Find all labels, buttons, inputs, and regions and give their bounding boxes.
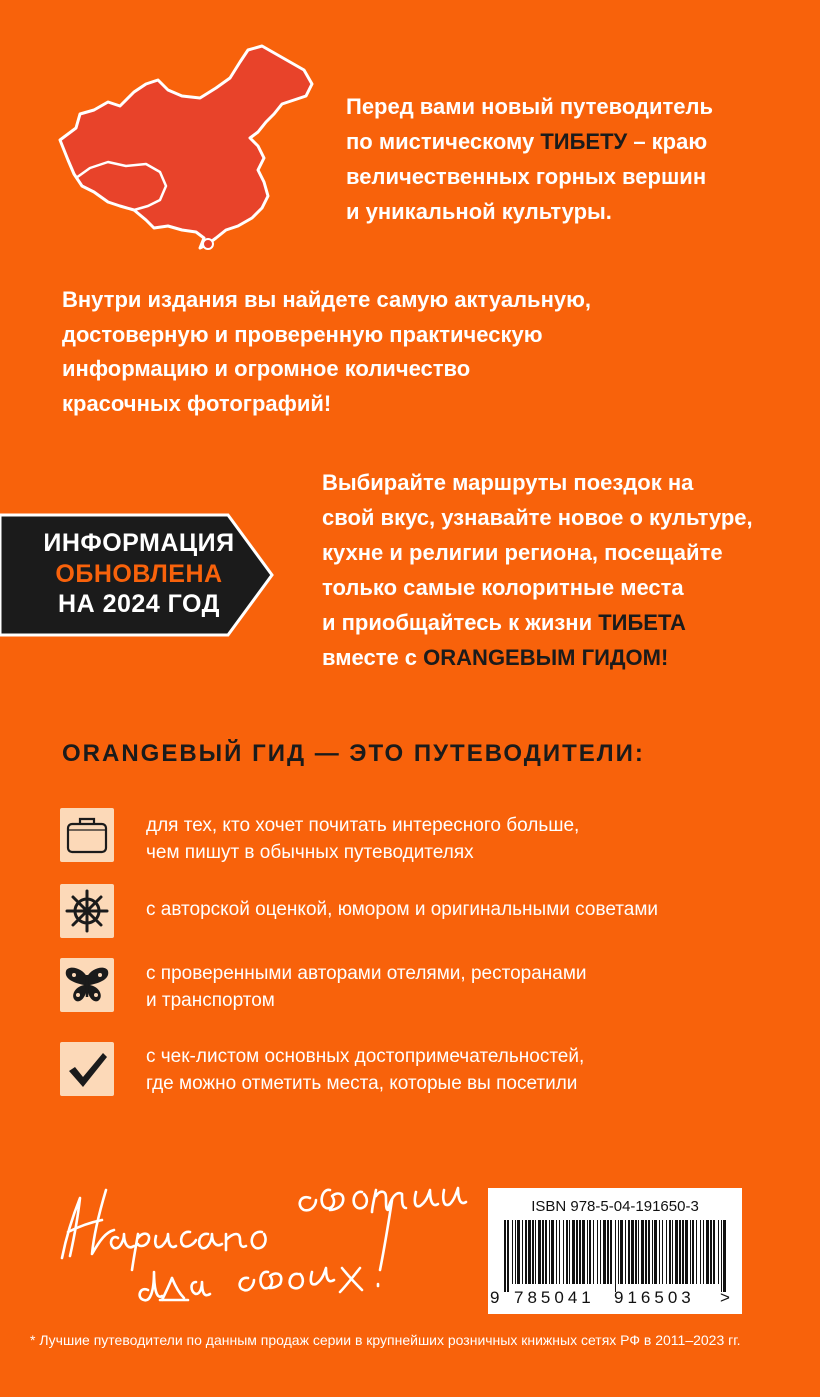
footnote: * Лучшие путеводители по данным продаж серии в крупнейших розничных книжных сетях РФ в 2011–2023 гг. bbox=[30, 1332, 741, 1348]
barcode-bar bbox=[549, 1220, 550, 1284]
barcode-bar bbox=[556, 1220, 557, 1284]
barcode-bar bbox=[507, 1220, 509, 1292]
intro-line: и уникальной культуры. bbox=[346, 199, 612, 224]
intro-paragraph bbox=[346, 89, 796, 229]
barcode-bar bbox=[672, 1220, 673, 1284]
barcode-bar bbox=[648, 1220, 650, 1284]
feature-text bbox=[146, 960, 786, 1014]
inside-line: Внутри издания вы найдете самую актуальную, bbox=[62, 287, 591, 312]
inside-line: достоверную и проверенную практическую bbox=[62, 321, 543, 347]
feature-item bbox=[60, 958, 114, 1012]
section-title: ORANGEВЫЙ ГИД — ЭТО ПУТЕВОДИТЕЛИ: bbox=[62, 740, 645, 767]
barcode-bar bbox=[607, 1220, 609, 1284]
barcode-bar bbox=[566, 1220, 568, 1284]
barcode-bar bbox=[618, 1220, 619, 1284]
barcode-bar bbox=[600, 1220, 601, 1284]
inside-line: красочных фотографий! bbox=[62, 390, 332, 416]
barcode-bar bbox=[641, 1220, 644, 1284]
feature-line: с проверенными авторами отелями, ресторанами bbox=[146, 963, 587, 984]
intro-line: Перед вами новый путеводитель bbox=[346, 94, 714, 119]
barcode-bar bbox=[628, 1220, 630, 1284]
barcode-bar bbox=[682, 1220, 684, 1284]
barcode-bar bbox=[542, 1220, 544, 1284]
barcode-bar bbox=[654, 1220, 657, 1284]
isbn-text: ISBN 978-5-04-191650-3 bbox=[531, 1198, 699, 1215]
banner-line: НА 2024 ГОД bbox=[58, 590, 220, 618]
barcode-bar bbox=[597, 1220, 598, 1284]
barcode-bar bbox=[652, 1220, 653, 1284]
barcode-bar bbox=[532, 1220, 534, 1284]
isbn-group1: 785041 bbox=[514, 1288, 595, 1307]
barcode-bar bbox=[721, 1220, 722, 1292]
barcode-bar bbox=[700, 1220, 701, 1284]
orange-guide-highlight: ORANGEВЫМ ГИДОМ! bbox=[423, 645, 669, 670]
barcode-bar bbox=[723, 1220, 726, 1292]
feature-item bbox=[60, 884, 114, 938]
feature-line: и транспортом bbox=[146, 990, 275, 1011]
feature-text bbox=[146, 1043, 786, 1097]
barcode-bar bbox=[593, 1220, 594, 1284]
barcode-bar bbox=[525, 1220, 527, 1284]
barcode-bar bbox=[675, 1220, 678, 1284]
barcode-bar bbox=[504, 1220, 506, 1292]
barcode-bar bbox=[662, 1220, 663, 1284]
feature-line: чем пишут в обычных путеводителях bbox=[146, 842, 474, 863]
intro-line: по мистическому ТИБЕТУ – краю bbox=[346, 129, 708, 154]
routes-line: Выбирайте маршруты поездок на bbox=[322, 470, 694, 495]
routes-paragraph bbox=[322, 465, 802, 675]
isbn-arrow: > bbox=[720, 1288, 730, 1307]
barcode-bar bbox=[696, 1220, 697, 1284]
routes-line: вместе с ORANGEВЫМ ГИДОМ! bbox=[322, 645, 669, 670]
feature-line: с авторской оценкой, юмором и оригинальными советами bbox=[146, 899, 658, 920]
barcode-bar bbox=[692, 1220, 694, 1284]
china-map-icon bbox=[50, 40, 318, 255]
barcode-bar bbox=[517, 1220, 520, 1284]
feature-item bbox=[60, 1042, 114, 1096]
barcode-bar bbox=[603, 1220, 606, 1284]
ship-wheel-icon bbox=[60, 884, 114, 938]
barcode-bar bbox=[569, 1220, 570, 1284]
routes-line: свой вкус, узнавайте новое о культуре, bbox=[322, 505, 753, 530]
tibet-highlight: ТИБЕТУ bbox=[540, 129, 628, 154]
barcode-box bbox=[488, 1188, 742, 1314]
barcode-bar bbox=[535, 1220, 536, 1284]
barcode-bar bbox=[631, 1220, 634, 1284]
handwritten-signature bbox=[40, 1160, 470, 1310]
barcode-bar bbox=[579, 1220, 581, 1284]
barcode-bar bbox=[669, 1220, 671, 1284]
barcode-bar bbox=[563, 1220, 564, 1284]
barcode-bar bbox=[528, 1220, 531, 1284]
barcode-bar bbox=[718, 1220, 719, 1284]
barcode-bar bbox=[625, 1220, 626, 1284]
feature-text bbox=[146, 812, 786, 866]
barcode-bar bbox=[522, 1220, 523, 1284]
barcode-bar bbox=[576, 1220, 578, 1284]
barcode-bar bbox=[587, 1220, 588, 1284]
barcode-bar bbox=[685, 1220, 688, 1284]
barcode-bar bbox=[545, 1220, 547, 1284]
barcode-bar bbox=[666, 1220, 667, 1284]
inside-paragraph bbox=[62, 283, 742, 421]
barcode-bar bbox=[538, 1220, 541, 1284]
feature-line: где можно отметить места, которые вы посетили bbox=[146, 1073, 578, 1094]
barcode-bar bbox=[515, 1220, 516, 1284]
barcode-bar bbox=[615, 1220, 616, 1292]
routes-line: и приобщайтесь к жизни ТИБЕТА bbox=[322, 610, 686, 635]
feature-line: для тех, кто хочет почитать интересного больше, bbox=[146, 815, 580, 836]
barcode-bar bbox=[679, 1220, 681, 1284]
inside-line: информацию и огромное количество bbox=[62, 356, 471, 381]
barcode-icon bbox=[502, 1220, 726, 1292]
tibet-highlight: ТИБЕТА bbox=[598, 610, 686, 635]
barcode-bar bbox=[645, 1220, 647, 1284]
routes-line: только самые колоритные места bbox=[322, 575, 684, 600]
isbn-lead: 9 bbox=[490, 1288, 500, 1307]
barcode-bar bbox=[703, 1220, 704, 1284]
feature-item bbox=[60, 808, 114, 862]
isbn-group2: 916503 bbox=[614, 1288, 695, 1307]
barcode-bar bbox=[659, 1220, 660, 1284]
banner-line-highlight: ОБНОВЛЕНА bbox=[55, 559, 223, 588]
butterfly-icon bbox=[60, 958, 114, 1012]
barcode-bar bbox=[638, 1220, 639, 1284]
barcode-bar bbox=[610, 1220, 612, 1284]
barcode-bar bbox=[559, 1220, 560, 1284]
barcode-bar bbox=[635, 1220, 637, 1284]
feature-line: с чек-листом основных достопримечательностей, bbox=[146, 1046, 585, 1067]
barcode-bar bbox=[512, 1220, 513, 1284]
suitcase-icon bbox=[60, 808, 114, 862]
barcode-bar bbox=[710, 1220, 712, 1284]
barcode-bar bbox=[551, 1220, 554, 1284]
barcode-bar bbox=[582, 1220, 585, 1284]
banner-line: ИНФОРМАЦИЯ bbox=[43, 529, 235, 557]
intro-line: величественных горных вершин bbox=[346, 164, 707, 189]
barcode-bar bbox=[713, 1220, 715, 1284]
barcode-bar bbox=[572, 1220, 575, 1284]
banner-text bbox=[24, 528, 254, 620]
barcode-bar bbox=[706, 1220, 709, 1284]
feature-text bbox=[146, 896, 786, 923]
routes-line: кухне и религии региона, посещайте bbox=[322, 540, 723, 565]
checkmark-icon bbox=[60, 1042, 114, 1096]
barcode-bar bbox=[589, 1220, 591, 1284]
barcode-bar bbox=[620, 1220, 623, 1284]
barcode-bar bbox=[690, 1220, 691, 1284]
